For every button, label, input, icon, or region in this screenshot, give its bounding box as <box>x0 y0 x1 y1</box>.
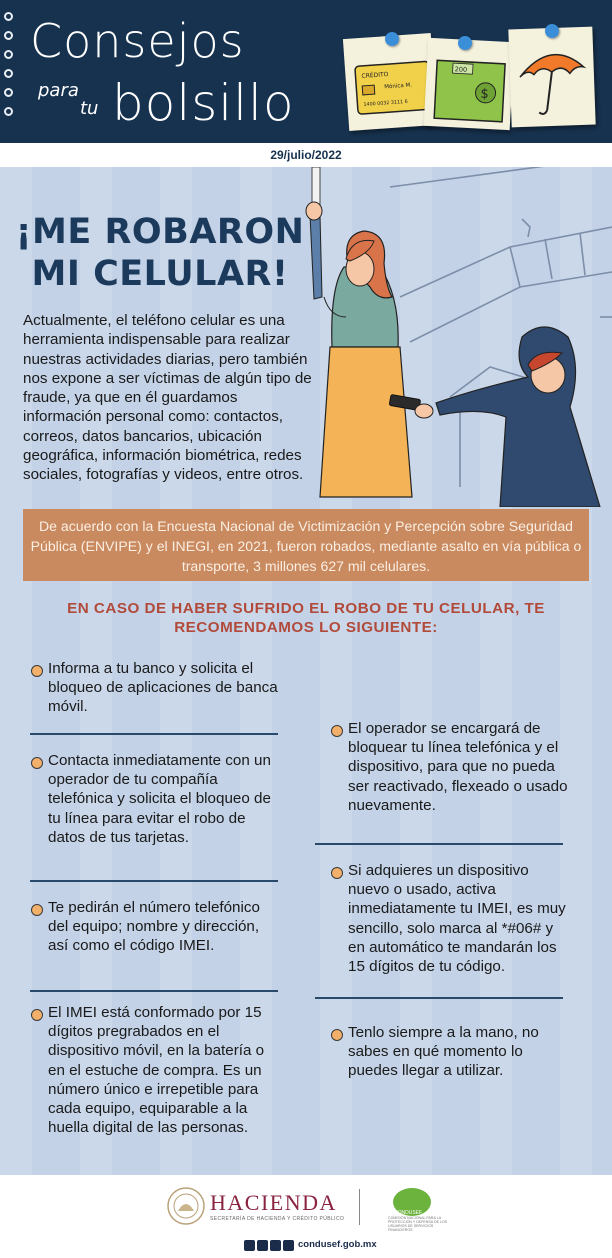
title-consejos: Consejos <box>30 14 245 68</box>
social-icons <box>244 1240 294 1252</box>
divider <box>30 733 278 735</box>
divider <box>30 990 278 992</box>
hacienda-logo-text: HACIENDA <box>210 1190 337 1215</box>
credit-card-icon <box>343 33 437 131</box>
credit-card-note <box>343 33 437 131</box>
bullet-icon <box>31 665 43 677</box>
statistic-box: De acuerdo con la Encuesta Nacional de Victimización y Percepción sobre Seguridad Pública (ENVIPE) y el INEGI, en 2021, fueron robados, mediante asalto en vía pública o transporte, 3 millones 627 mil celulares. <box>23 509 589 581</box>
bullet-icon <box>31 904 43 916</box>
divider <box>315 997 563 999</box>
svg-text:$: $ <box>480 86 490 103</box>
date-band <box>0 143 612 167</box>
money-bill-icon <box>424 38 514 130</box>
umbrella-note <box>508 27 595 128</box>
umbrella-icon <box>508 27 595 128</box>
thief-figure <box>389 327 600 507</box>
title-para: para <box>38 80 79 101</box>
recommendations-heading: EN CASO DE HABER SUFRIDO EL ROBO DE TU CELULAR, TE RECOMENDAMOS LO SIGUIENTE: <box>67 600 545 636</box>
footer-separator <box>359 1189 360 1225</box>
pin-icon <box>545 24 559 38</box>
tip-item: Te pedirán el número telefónico del equipo; nombre y dirección, así como el código IMEI. <box>48 899 260 955</box>
tip-item: Tenlo siempre a la mano, no sabes en qué momento lo puedes llegar a utilizar. <box>348 1024 539 1080</box>
pin-icon <box>458 36 472 50</box>
tip-item: El operador se encargará de bloquear tu línea telefónica y el dispositivo, para que no pueda ser reactivado, flexeado o usado nuevamente. <box>348 720 568 814</box>
card-name: Mónica M. <box>384 82 413 91</box>
footer <box>0 1175 612 1258</box>
card-number: 1400 0032 3111 6 <box>363 99 408 108</box>
card-text: CRÉDITO <box>361 71 389 80</box>
condusef-subtitle: COMISIÓN NACIONAL PARA LA PROTECCIÓN Y DEFENSA DE LOS USUARIOS DE SERVICIOS FINANCIEROS <box>388 1216 448 1232</box>
bullet-icon <box>331 867 343 879</box>
mexico-seal-icon <box>166 1185 206 1227</box>
publication-date: 29/julio/2022 <box>270 148 342 162</box>
instagram-icon[interactable] <box>270 1240 281 1251</box>
title-tu: tu <box>80 98 99 119</box>
twitter-icon[interactable] <box>257 1240 268 1251</box>
pin-icon <box>385 32 399 46</box>
divider <box>30 880 278 882</box>
bill-note <box>424 38 514 130</box>
bullet-icon <box>331 1029 343 1041</box>
header-banner <box>0 0 612 143</box>
phone-theft-illustration <box>300 167 612 507</box>
youtube-icon[interactable] <box>283 1240 294 1251</box>
facebook-icon[interactable] <box>244 1240 255 1251</box>
tip-item: Informa a tu banco y solicita el bloqueo de aplicaciones de banca móvil. <box>48 660 278 716</box>
hacienda-subtitle: SECRETARÍA DE HACIENDA Y CRÉDITO PÚBLICO <box>210 1216 345 1222</box>
title-bolsillo: bolsillo <box>112 74 295 132</box>
tip-item: Si adquieres un dispositivo nuevo o usado, activa inmediatamente tu IMEI, es muy sencillo, solo marca al *#06# y en automático te mandarán los 15 dígitos de tu código. <box>348 862 566 976</box>
bullet-icon <box>31 757 43 769</box>
intro-paragraph: Actualmente, el teléfono celular es una herramienta indispensable para realizar nuestras actividades diarias, pero también nos expone a ser víctimas de algún tipo de fraude, ya que en él guardamos información personal como: contactos, correos, datos bancarios, ubicación geográfica, información biométrica, redes sociales, fotografías y videos, entre otros. <box>23 312 312 484</box>
condusef-logo-text: CONDUSEF <box>394 1210 423 1216</box>
divider <box>315 843 563 845</box>
main-content <box>0 167 612 1175</box>
woman-figure <box>306 202 412 497</box>
bullet-icon <box>331 725 343 737</box>
tip-item: Contacta inmediatamente con un operador de tu compañía telefónica y solicita el bloqueo de tu línea para evitar el robo de datos de tus tarjetas. <box>48 752 271 846</box>
website-link[interactable]: condusef.gob.mx <box>298 1239 377 1250</box>
notebook-rings <box>4 12 18 126</box>
bill-value: 200 <box>454 65 468 74</box>
bullet-icon <box>31 1009 43 1021</box>
tip-item: El IMEI está conformado por 15 dígitos pregrabados en el dispositivo móvil, en la batería o en el estuche de compra. Es un número único e irrepetible para cada equipo, equiparable a la huella digital de las personas. <box>48 1004 265 1137</box>
headline: ¡ME ROBARON MI CELULAR! <box>15 212 305 294</box>
